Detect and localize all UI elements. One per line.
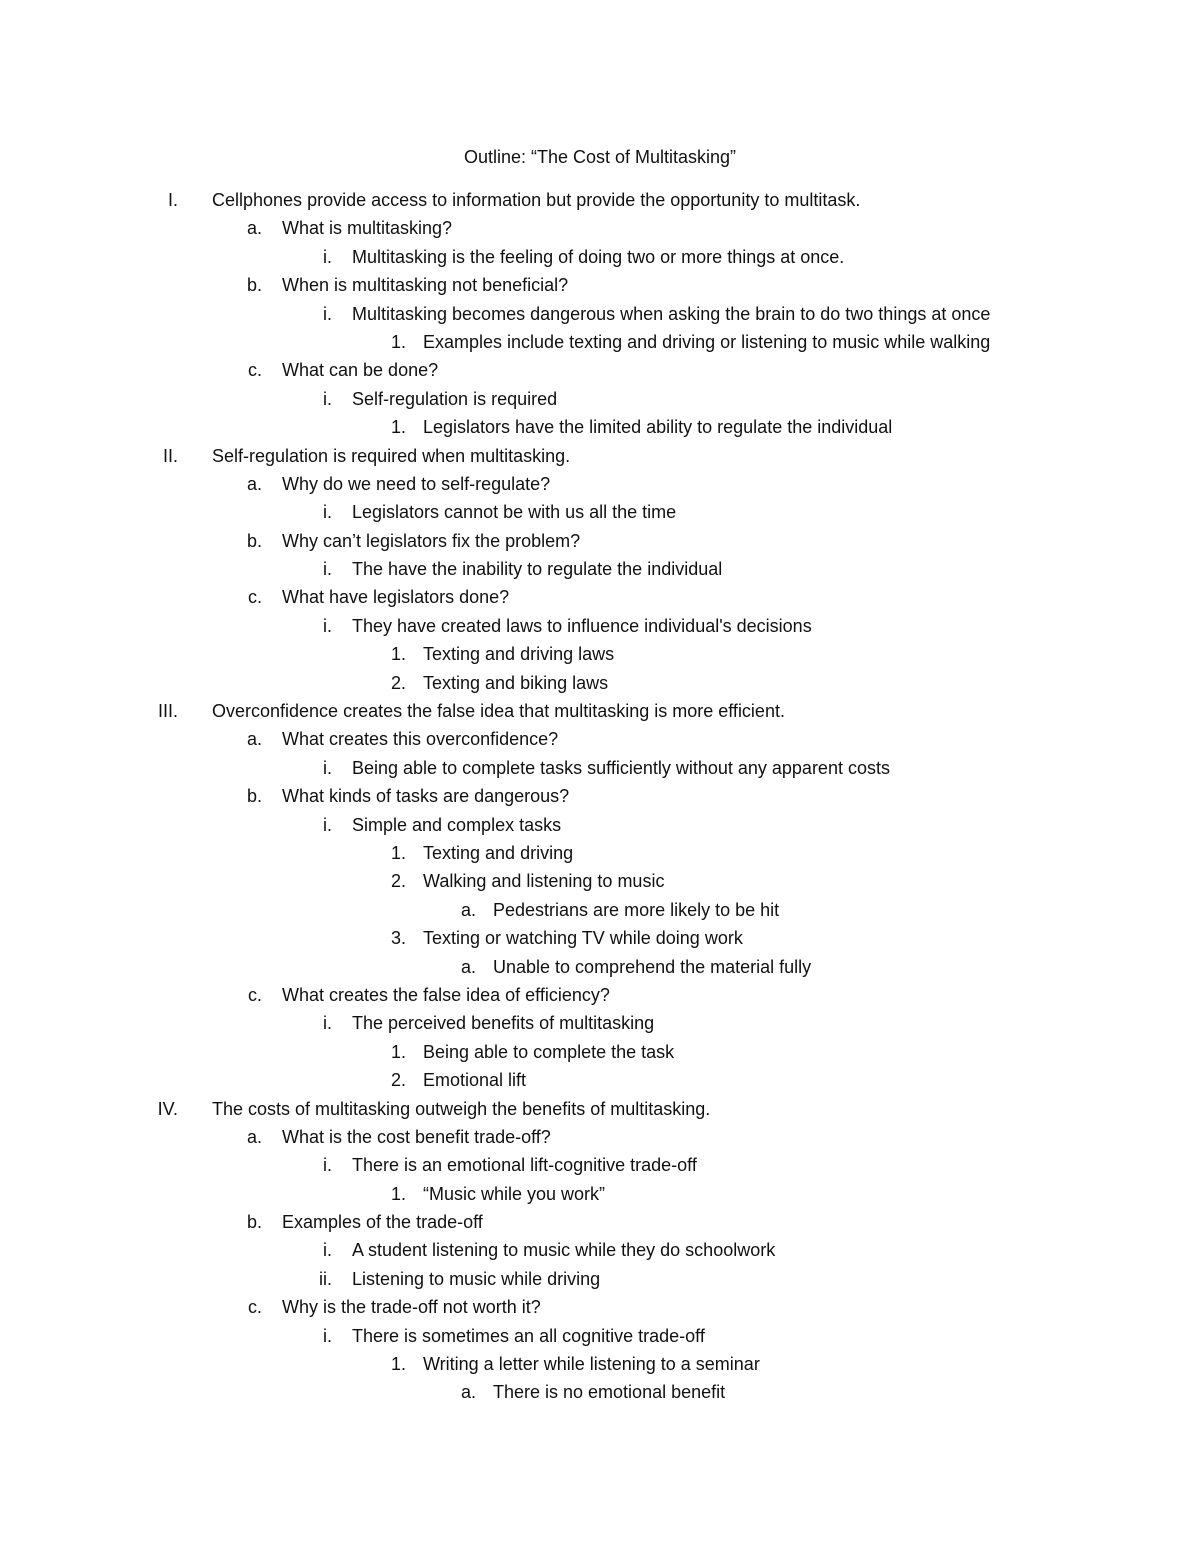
outline-marker: c. <box>247 1297 262 1318</box>
outline-text: Overconfidence creates the false idea that multitasking is more efficient. <box>212 701 785 722</box>
outline-text: Why do we need to self-regulate? <box>282 473 551 494</box>
outline-item <box>0 669 1200 697</box>
outline-item <box>0 356 1200 384</box>
outline-text: The perceived benefits of multitasking <box>352 1013 655 1034</box>
outline-text: A student listening to music while they do schoolwork <box>352 1240 776 1261</box>
outline-text: Self-regulation is required <box>352 388 558 409</box>
outline-item <box>0 442 1200 470</box>
outline-text: What kinds of tasks are dangerous? <box>282 786 570 807</box>
outline-text: Why is the trade-off not worth it? <box>282 1297 541 1318</box>
outline-text: Examples of the trade-off <box>282 1212 483 1233</box>
outline-item <box>0 1208 1200 1236</box>
outline-marker: i. <box>323 814 332 835</box>
outline-text: There is no emotional benefit <box>493 1382 726 1403</box>
outline-marker: a. <box>460 956 476 977</box>
outline-text: Texting and driving laws <box>423 644 615 665</box>
document-title: Outline: “The Cost of Multitasking” <box>463 147 737 167</box>
outline-text: Why can’t legislators fix the problem? <box>282 530 581 551</box>
outline-marker: i. <box>323 246 332 267</box>
outline-item <box>0 271 1200 299</box>
outline-item <box>0 385 1200 413</box>
outline-item <box>0 413 1200 441</box>
outline-item <box>0 186 1200 214</box>
outline-item <box>0 981 1200 1009</box>
outline-marker: I. <box>167 190 178 210</box>
outline-text: Unable to comprehend the material fully <box>493 956 812 977</box>
outline-text: Listening to music while driving <box>352 1268 601 1289</box>
outline-marker: 2. <box>390 672 406 693</box>
outline-text: Self-regulation is required when multitasking. <box>212 445 571 466</box>
outline-item <box>0 1151 1200 1179</box>
outline-marker: c. <box>247 984 262 1005</box>
outline-marker: i. <box>323 1013 332 1034</box>
outline-text: Writing a letter while listening to a seminar <box>423 1354 760 1375</box>
outline-marker: 3. <box>390 928 406 949</box>
outline-text: Texting and driving <box>423 842 574 863</box>
outline-item <box>0 527 1200 555</box>
outline-marker: a. <box>460 1382 476 1403</box>
outline-text: “Music while you work” <box>423 1183 606 1204</box>
outline-marker: 2. <box>390 1070 406 1091</box>
outline-item <box>0 867 1200 895</box>
outline-text: There is an emotional lift-cognitive trade-off <box>352 1155 697 1176</box>
outline-marker: i. <box>323 615 332 636</box>
outline-marker: i. <box>323 388 332 409</box>
outline-item <box>0 1180 1200 1208</box>
outline-item <box>0 1095 1200 1123</box>
outline-text: What creates this overconfidence? <box>282 729 559 750</box>
outline-item <box>0 811 1200 839</box>
outline-item <box>0 498 1200 526</box>
outline-item <box>0 612 1200 640</box>
outline-item <box>0 1123 1200 1151</box>
outline-item <box>0 328 1200 356</box>
outline-text: Pedestrians are more likely to be hit <box>493 899 780 920</box>
outline-item <box>0 1038 1200 1066</box>
outline-item <box>0 583 1200 611</box>
outline-list <box>0 186 1200 1407</box>
outline-marker: b. <box>246 530 262 551</box>
outline-marker: a. <box>246 218 262 239</box>
outline-text: Texting and biking laws <box>423 672 609 693</box>
outline-text: Cellphones provide access to information but provide the opportunity to multitask. <box>212 190 861 210</box>
outline-text: The costs of multitasking outweigh the benefits of multitasking. <box>212 1098 711 1119</box>
outline-marker: i. <box>323 303 332 324</box>
outline-text: What is multitasking? <box>282 218 453 239</box>
outline-item <box>0 953 1200 981</box>
outline-marker: i. <box>323 1325 332 1346</box>
outline-marker: b. <box>246 786 262 807</box>
outline-marker: c. <box>247 587 262 608</box>
outline-text: Examples include texting and driving or listening to music while walking <box>423 331 991 352</box>
outline-text: Simple and complex tasks <box>352 814 562 835</box>
outline-marker: 1. <box>390 1354 406 1375</box>
outline-item <box>0 924 1200 952</box>
outline-marker: i. <box>323 1240 332 1261</box>
outline-text: What have legislators done? <box>282 587 510 608</box>
outline-marker: a. <box>460 899 476 920</box>
outline-text: What creates the false idea of efficiency? <box>282 984 610 1005</box>
outline-item <box>0 1350 1200 1378</box>
outline-marker: II. <box>162 445 178 466</box>
outline-marker: 2. <box>390 871 406 892</box>
outline-marker: i. <box>323 502 332 523</box>
outline-text: There is sometimes an all cognitive trade-off <box>352 1325 705 1346</box>
outline-text: Being able to complete tasks sufficiently without any apparent costs <box>352 757 890 778</box>
outline-text: Legislators cannot be with us all the time <box>352 502 677 523</box>
outline-marker: a. <box>246 1126 262 1147</box>
outline-item <box>0 1236 1200 1264</box>
outline-item <box>0 470 1200 498</box>
outline-item <box>0 555 1200 583</box>
outline-item <box>0 896 1200 924</box>
outline-text: Multitasking is the feeling of doing two or more things at once. <box>352 246 845 267</box>
outline-marker: 1. <box>390 331 406 352</box>
outline-marker: i. <box>323 559 332 580</box>
outline-item <box>0 1009 1200 1037</box>
outline-item <box>0 214 1200 242</box>
outline-marker: 1. <box>390 417 406 438</box>
outline-item <box>0 782 1200 810</box>
outline-marker: b. <box>246 275 262 296</box>
outline-text: What can be done? <box>282 360 439 381</box>
outline-item <box>0 300 1200 328</box>
outline-text: They have created laws to influence individual's decisions <box>352 615 812 636</box>
outline-item <box>0 839 1200 867</box>
outline-marker: a. <box>246 729 262 750</box>
outline-item <box>0 1378 1200 1406</box>
outline-text: Legislators have the limited ability to regulate the individual <box>423 417 893 438</box>
outline-marker: ii. <box>319 1268 332 1289</box>
outline-text: The have the inability to regulate the individual <box>352 559 723 580</box>
outline-item <box>0 725 1200 753</box>
outline-marker: a. <box>246 473 262 494</box>
outline-text: Emotional lift <box>423 1070 527 1091</box>
outline-marker: 1. <box>390 644 406 665</box>
outline-marker: 1. <box>390 1041 406 1062</box>
outline-text: Being able to complete the task <box>423 1041 675 1062</box>
outline-marker: c. <box>247 360 262 381</box>
outline-item <box>0 1293 1200 1321</box>
outline-item <box>0 243 1200 271</box>
outline-marker: IV. <box>157 1098 178 1119</box>
outline-text: What is the cost benefit trade-off? <box>282 1126 551 1147</box>
outline-marker: 1. <box>390 842 406 863</box>
outline-item <box>0 1322 1200 1350</box>
outline-item <box>0 640 1200 668</box>
outline-text: Walking and listening to music <box>423 871 665 892</box>
outline-marker: III. <box>157 701 178 722</box>
outline-item <box>0 754 1200 782</box>
outline-item <box>0 697 1200 725</box>
outline-text: Texting or watching TV while doing work <box>423 928 743 949</box>
outline-item <box>0 1066 1200 1094</box>
outline-marker: b. <box>246 1212 262 1233</box>
outline-text: When is multitasking not beneficial? <box>282 275 569 296</box>
outline-marker: i. <box>323 757 332 778</box>
outline-text: Multitasking becomes dangerous when asking the brain to do two things at once <box>352 303 991 324</box>
outline-marker: 1. <box>390 1183 406 1204</box>
outline-marker: i. <box>323 1155 332 1176</box>
outline-item <box>0 1265 1200 1293</box>
